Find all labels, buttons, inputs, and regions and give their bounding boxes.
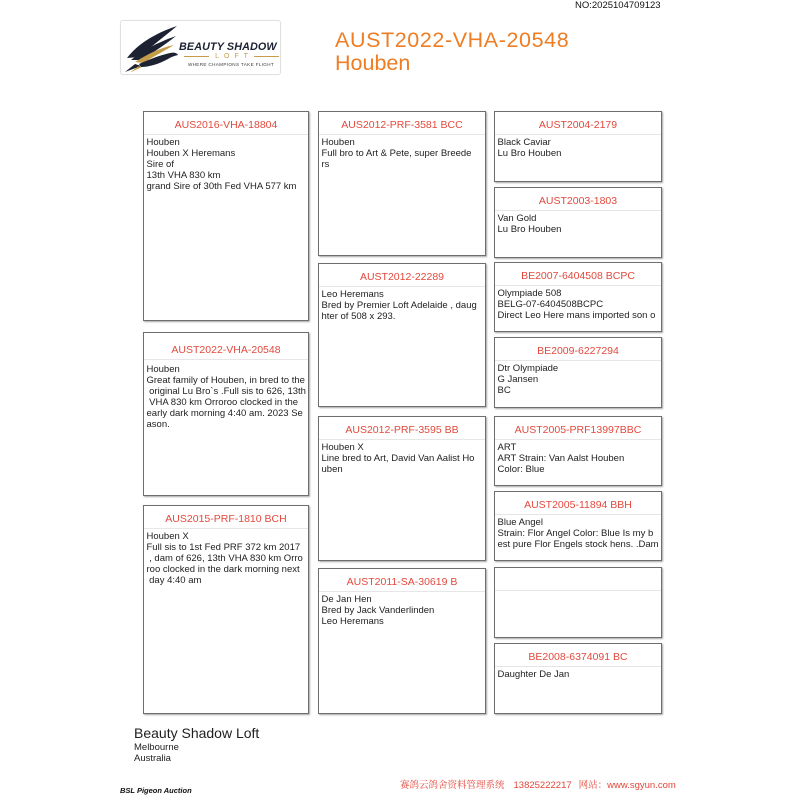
note-line: Full sis to 1st Fed PRF 372 km 2017 — [146, 542, 301, 553]
card-notes — [319, 287, 485, 322]
footer-system-name: 赛鸽云鸽舍资料管理系统 — [400, 780, 505, 791]
note-line: ason. — [146, 419, 170, 430]
card-notes — [495, 361, 661, 396]
logo-rule-right — [254, 56, 279, 57]
note-line: BELG-07-6404508BCPC — [497, 299, 604, 310]
note-line: est pure Flor Engels stock hens. .Dam — [497, 539, 659, 550]
ring-number: AUST2012-22289 — [319, 264, 485, 287]
ring-number: AUS2012-PRF-3595 BB — [319, 417, 485, 440]
ring-number: AUST2004-2179 — [495, 112, 661, 135]
dam-ring-number: AUS2015-PRF-1810 BCH — [144, 506, 308, 529]
footer — [400, 780, 676, 792]
note-line: Direct Leo Here mans imported son o — [497, 310, 656, 321]
great-grandparent-card — [494, 111, 662, 182]
grandparent-card — [318, 263, 486, 407]
ring-number: AUST2003-1803 — [495, 188, 661, 211]
card-notes — [495, 286, 661, 321]
bird-logo-icon — [124, 25, 178, 73]
loft-logo — [120, 20, 281, 75]
note-line: Sire of — [146, 159, 174, 170]
card-notes — [495, 211, 661, 235]
note-line: , dam of 626, 13th VHA 830 km Orro — [146, 553, 303, 564]
note-line: grand Sire of 30th Fed VHA 577 km — [146, 181, 297, 192]
sire-ring-number: AUS2016-VHA-18804 — [144, 112, 308, 135]
note-line: Lu Bro Houben — [497, 224, 562, 235]
loft-city: Melbourne — [134, 742, 179, 753]
dam-card — [143, 505, 309, 714]
watermark: BSL Pigeon Auction — [120, 786, 192, 795]
great-grandparent-card — [494, 187, 662, 258]
note-line: rs — [321, 159, 330, 170]
note-line: Color: Blue — [497, 464, 545, 475]
subject-notes — [144, 360, 308, 430]
great-grandparent-card — [494, 262, 662, 332]
loft-name: Beauty Shadow Loft — [134, 725, 260, 741]
note-line: BC — [497, 385, 511, 396]
grandparent-card — [318, 568, 486, 714]
note-line: Great family of Houben, in bred to the — [146, 375, 305, 386]
great-grandparent-card — [494, 337, 662, 408]
note-line: original Lu Bro`s .Full sis to 626, 13th — [146, 386, 306, 397]
note-line: Daughter De Jan — [497, 669, 570, 680]
note-line: Bred by Jack Vanderlinden — [321, 605, 435, 616]
grandparent-card — [318, 416, 486, 561]
note-line: roo clocked in the dark morning next — [146, 564, 300, 575]
great-grandparent-card — [494, 491, 662, 561]
note-line: Houben — [146, 137, 180, 148]
note-line: Van Gold — [497, 213, 537, 224]
note-line: ART Strain: Van Aalst Houben — [497, 453, 625, 464]
note-line: Olympiade 508 — [497, 288, 562, 299]
note-line: day 4:40 am — [146, 575, 202, 586]
logo-rule-left — [184, 56, 209, 57]
note-line: 13th VHA 830 km — [146, 170, 221, 181]
dam-notes — [144, 529, 308, 586]
footer-phone: 13825222217 — [513, 780, 572, 791]
note-line: Bred by Premier Loft Adelaide , daug — [321, 300, 477, 311]
document-number: NO:2025104709123 — [575, 0, 661, 11]
ring-number: AUST2005-11894 BBH — [495, 492, 661, 515]
note-line: ART — [497, 442, 517, 453]
great-grandparent-card — [494, 643, 662, 714]
ring-number — [495, 568, 661, 591]
note-line: Houben X Heremans — [146, 148, 236, 159]
ring-number: BE2008-6374091 BC — [495, 644, 661, 667]
note-line: G Jansen — [497, 374, 539, 385]
note-line: Strain: Flor Angel Color: Blue Is my b — [497, 528, 654, 539]
note-line: Lu Bro Houben — [497, 148, 562, 159]
note-line: Houben — [321, 137, 355, 148]
note-line: uben — [321, 464, 343, 475]
card-notes — [319, 135, 485, 170]
note-line: Black Caviar — [497, 137, 551, 148]
note-line: Houben — [146, 364, 180, 375]
note-line: De Jan Hen — [321, 594, 372, 605]
sire-notes — [144, 135, 308, 192]
note-line: Leo Heremans — [321, 289, 384, 300]
note-line: Leo Heremans — [321, 616, 384, 627]
ring-number: BE2007-6404508 BCPC — [495, 263, 661, 286]
subject-card — [143, 332, 309, 496]
logo-sub-name: LOFT — [215, 53, 253, 60]
card-notes — [495, 135, 661, 159]
note-line: early dark morning 4:40 am. 2023 Se — [146, 408, 303, 419]
note-line: hter of 508 x 293. — [321, 311, 396, 322]
note-line: Dtr Olympiade — [497, 363, 559, 374]
logo-tagline: WHERE CHAMPIONS TAKE FLIGHT — [187, 62, 275, 67]
card-notes — [319, 440, 485, 475]
grandparent-card — [318, 111, 486, 256]
loft-country: Australia — [134, 753, 171, 764]
card-notes — [495, 667, 661, 680]
logo-sub-row — [184, 52, 279, 61]
great-grandparent-card-empty — [494, 567, 662, 638]
card-notes — [319, 592, 485, 627]
ring-number: AUST2005-PRF13997BBC — [495, 417, 661, 440]
page-title-ring: AUST2022-VHA-20548 — [335, 28, 570, 52]
ring-number: BE2009-6227294 — [495, 338, 661, 361]
page-title-name: Houben — [335, 51, 411, 75]
card-notes — [495, 591, 661, 593]
note-line: Houben X — [321, 442, 364, 453]
footer-website: 网站：www.sgyun.com — [578, 780, 676, 791]
ring-number: AUS2012-PRF-3581 BCC — [319, 112, 485, 135]
card-notes — [495, 440, 661, 475]
great-grandparent-card — [494, 416, 662, 486]
subject-ring-number: AUST2022-VHA-20548 — [144, 333, 308, 360]
card-notes — [495, 515, 661, 550]
ring-number: AUST2011-SA-30619 B — [319, 569, 485, 592]
note-line: VHA 830 km Orroroo clocked in the — [146, 397, 299, 408]
sire-card — [143, 111, 309, 321]
logo-brand-name: BEAUTY SHADOW — [179, 41, 277, 53]
note-line: Houben X — [146, 531, 189, 542]
note-line: Blue Angel — [497, 517, 543, 528]
note-line: Line bred to Art, David Van Aalist Ho — [321, 453, 475, 464]
note-line: Full bro to Art & Pete, super Breede — [321, 148, 472, 159]
